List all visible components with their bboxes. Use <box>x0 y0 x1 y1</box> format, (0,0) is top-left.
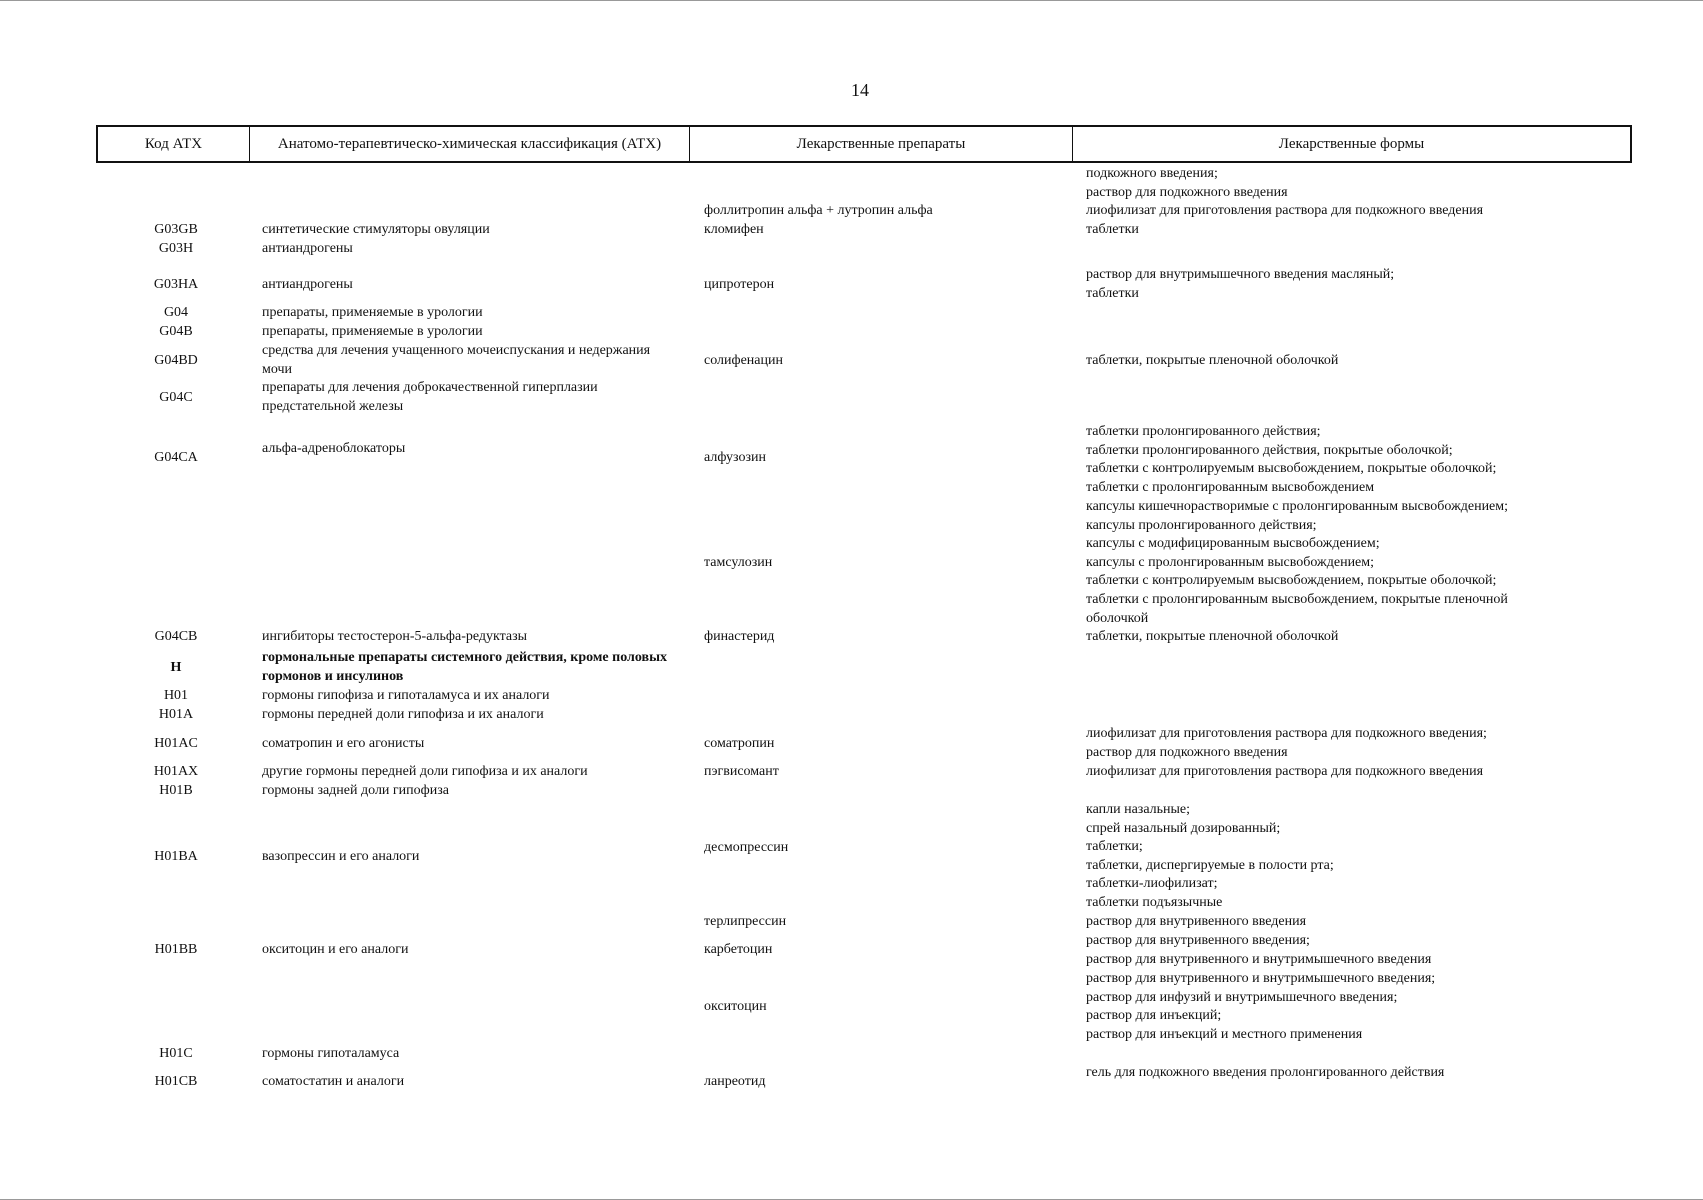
drug-cell: десмопрессин <box>704 840 789 855</box>
code-cell: H01AC <box>154 736 198 751</box>
form-line: капли назальные; <box>1086 802 1191 817</box>
drug-cell: терлипрессин <box>704 914 787 929</box>
form-line: лиофилизат для приготовления раствора для подкожного введения <box>1086 764 1484 779</box>
form-line: лиофилизат для приготовления раствора для подкожного введения <box>1086 203 1484 218</box>
header-drugs: Лекарственные препараты <box>690 127 1073 161</box>
class-cell: антиандрогены <box>262 241 353 256</box>
forms-cell <box>1086 628 1646 647</box>
form-line: капсулы с пролонгированным высвобождением; <box>1086 554 1375 570</box>
form-line: капсулы пролонгированного действия; <box>1086 517 1317 533</box>
code-cell: G04C <box>159 390 193 405</box>
class-cell: окситоцин и его аналоги <box>262 942 409 957</box>
forms-cell <box>1086 423 1646 497</box>
form-line: раствор для внутримышечного введения масляный; <box>1086 267 1395 282</box>
forms-cell <box>1086 970 1646 1044</box>
class-cell: вазопрессин и его аналоги <box>262 849 420 864</box>
form-line: спрей назальный дозированный; <box>1086 820 1281 836</box>
class-cell: гормоны передней доли гипофиза и их аналоги <box>262 707 544 722</box>
drug-cell: пэгвисомант <box>704 764 779 779</box>
form-line: таблетки; <box>1086 839 1143 855</box>
class-cell: препараты для лечения доброкачественной гиперплазии предстательной железы <box>262 380 598 414</box>
form-line: таблетки <box>1086 285 1139 301</box>
forms-cell <box>1086 763 1646 782</box>
form-line: оболочкой <box>1086 610 1149 626</box>
scan-edge-top <box>0 0 1703 1</box>
code-cell: G04B <box>159 324 193 339</box>
form-line: раствор для инфузий и внутримышечного введения; <box>1086 989 1398 1005</box>
class-cell: соматропин и его агонисты <box>262 736 425 751</box>
form-line: лиофилизат для приготовления раствора для подкожного введения; <box>1086 726 1487 741</box>
class-cell: соматостатин и аналоги <box>262 1074 405 1089</box>
code-cell: G03H <box>158 241 194 256</box>
class-cell: синтетические стимуляторы овуляции <box>262 222 490 237</box>
drug-cell: алфузозин <box>704 450 767 465</box>
forms-cell <box>1086 725 1646 762</box>
code-cell: G04CA <box>154 450 198 465</box>
class-cell: препараты, применяемые в урологии <box>262 324 483 339</box>
header-classification: Анатомо-терапевтическо-химическая классификация (АТХ) <box>250 127 690 161</box>
code-cell: H <box>170 660 182 675</box>
drug-cell: окситоцин <box>704 999 767 1014</box>
forms-cell <box>1086 1064 1646 1083</box>
form-line: раствор для внутривенного и внутримышечного введения; <box>1086 971 1436 986</box>
drug-cell: ципротерон <box>704 277 775 292</box>
page-number: 14 <box>851 80 869 100</box>
header-code: Код АТХ <box>98 127 250 161</box>
code-cell: G04 <box>163 305 189 320</box>
form-line: таблетки подъязычные <box>1086 894 1223 910</box>
form-line: раствор для инъекций; <box>1086 1008 1222 1024</box>
form-line: раствор для подкожного введения <box>1086 184 1288 200</box>
class-cell: гормоны гипоталамуса <box>262 1046 400 1061</box>
form-line: таблетки с контролируемым высвобождением, покрытые оболочкой; <box>1086 573 1497 589</box>
code-cell: G04BD <box>154 353 198 368</box>
form-line: таблетки, диспергируемые в полости рта; <box>1086 857 1334 873</box>
class-cell: ингибиторы тестостерон-5-альфа-редуктазы <box>262 629 528 644</box>
code-cell: G03HA <box>153 277 199 292</box>
form-line: таблетки с пролонгированным высвобождением, покрытые пленочной <box>1086 591 1508 607</box>
drug-cell: тамсулозин <box>704 555 773 570</box>
code-cell: H01BB <box>154 942 198 957</box>
forms-cell <box>1086 165 1646 202</box>
forms-cell <box>1086 352 1646 371</box>
form-line: таблетки, покрытые пленочной оболочкой <box>1086 629 1339 644</box>
form-line: подкожного введения; <box>1086 166 1218 181</box>
code-cell: H01CB <box>154 1074 198 1089</box>
form-line: раствор для инъекций и местного применения <box>1086 1026 1363 1042</box>
class-cell: средства для лечения учащенного мочеиспускания и недержания мочи <box>262 343 651 377</box>
drug-cell: ланреотид <box>704 1074 766 1089</box>
form-line: таблетки с пролонгированным высвобождением <box>1086 479 1375 495</box>
code-cell: G04CB <box>154 629 198 644</box>
code-cell: H01 <box>163 688 189 703</box>
drug-cell: солифенацин <box>704 353 783 368</box>
form-line: раствор для подкожного введения <box>1086 744 1288 760</box>
class-cell: гормональные препараты системного действия, кроме половых гормонов и инсулинов <box>262 650 668 684</box>
form-line: гель для подкожного введения пролонгированного действия <box>1086 1065 1445 1080</box>
code-cell: G03GB <box>154 222 198 237</box>
form-line: таблетки <box>1086 222 1139 237</box>
class-cell: гормоны гипофиза и гипоталамуса и их аналоги <box>262 688 550 703</box>
form-line: капсулы с модифицированным высвобождением; <box>1086 536 1380 552</box>
code-cell: H01A <box>158 707 194 722</box>
class-cell: гормоны задней доли гипофиза <box>262 783 449 798</box>
table-header <box>96 125 1632 163</box>
drug-cell: кломифен <box>704 222 764 237</box>
drug-cell: финастерид <box>704 629 775 644</box>
class-cell: антиандрогены <box>262 277 353 292</box>
code-cell: H01BA <box>154 849 198 864</box>
drug-cell: фоллитропин альфа + лутропин альфа <box>704 203 933 218</box>
class-cell: альфа-адреноблокаторы <box>262 441 406 456</box>
form-line: таблетки пролонгированного действия; <box>1086 424 1321 439</box>
form-line: раствор для внутривенного введения; <box>1086 933 1310 948</box>
forms-cell <box>1086 498 1646 628</box>
class-cell: другие гормоны передней доли гипофиза и их аналоги <box>262 764 588 779</box>
form-line: таблетки с контролируемым высвобождением, покрытые оболочкой; <box>1086 461 1497 477</box>
forms-cell <box>1086 221 1646 240</box>
drug-cell: карбетоцин <box>704 942 773 957</box>
header-forms: Лекарственные формы <box>1278 135 1425 152</box>
form-line: таблетки-лиофилизат; <box>1086 876 1218 892</box>
forms-cell <box>1086 266 1646 303</box>
form-line: раствор для внутривенного введения <box>1086 914 1307 929</box>
form-line: таблетки, покрытые пленочной оболочкой <box>1086 353 1339 368</box>
forms-cell <box>1086 202 1646 221</box>
code-cell: H01AX <box>153 764 199 779</box>
drug-cell: соматропин <box>704 736 775 751</box>
class-cell: препараты, применяемые в урологии <box>262 305 483 320</box>
code-cell: H01C <box>159 1046 193 1061</box>
code-cell: H01B <box>159 783 193 798</box>
form-line: раствор для внутривенного и внутримышечного введения <box>1086 951 1432 967</box>
form-line: таблетки пролонгированного действия, покрытые оболочкой; <box>1086 442 1453 458</box>
forms-cell <box>1086 913 1646 932</box>
forms-cell <box>1086 801 1646 913</box>
form-line: капсулы кишечнорастворимые с пролонгированным высвобождением; <box>1086 499 1509 514</box>
forms-cell <box>1086 932 1646 969</box>
